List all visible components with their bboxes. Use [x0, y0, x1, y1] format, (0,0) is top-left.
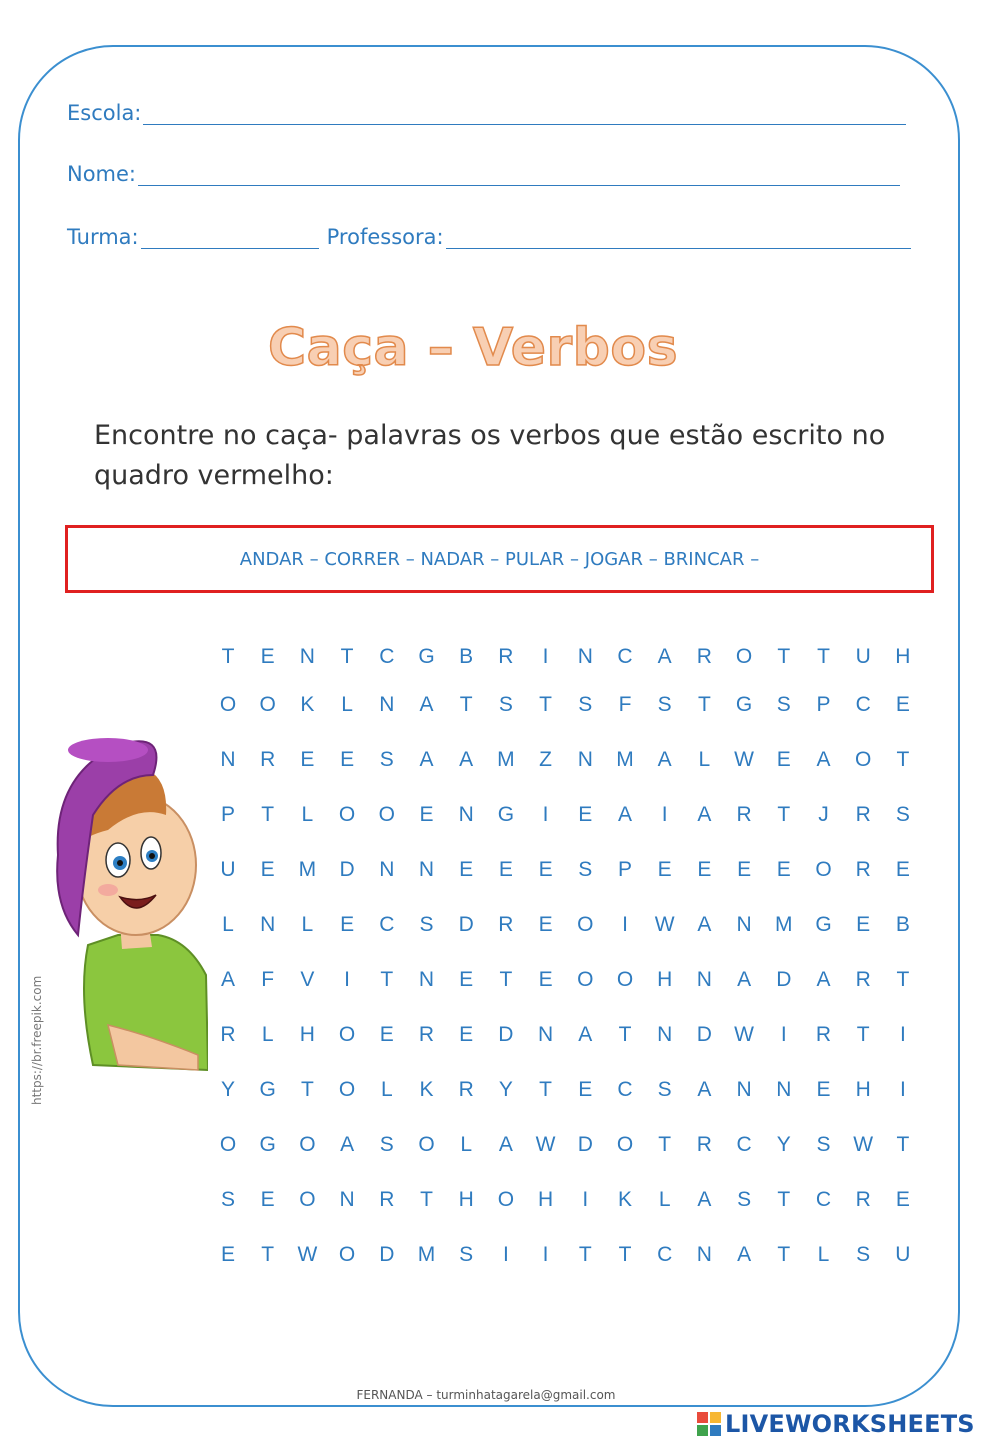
grid-letter[interactable]: O — [735, 645, 753, 668]
grid-letter[interactable]: N — [736, 913, 752, 936]
grid-letter[interactable]: A — [498, 1133, 513, 1156]
grid-letter[interactable]: O — [855, 748, 872, 771]
grid-letter[interactable]: C — [617, 1078, 633, 1101]
grid-letter[interactable]: J — [818, 803, 829, 826]
grid-letter[interactable]: N — [696, 968, 712, 991]
grid-letter[interactable]: E — [856, 913, 871, 936]
grid-letter[interactable]: C — [657, 1243, 673, 1266]
grid-letter[interactable]: D — [577, 1133, 593, 1156]
grid-letter[interactable]: O — [418, 1133, 435, 1156]
grid-letter[interactable]: A — [697, 1188, 712, 1211]
grid-letter[interactable]: W — [853, 1133, 874, 1156]
grid-letter[interactable]: O — [299, 1188, 316, 1211]
grid-letter[interactable]: R — [379, 1188, 395, 1211]
grid-letter[interactable]: Y — [776, 1133, 791, 1156]
grid-letter[interactable]: R — [418, 1023, 435, 1046]
grid-letter[interactable]: I — [542, 645, 549, 668]
grid-row — [208, 645, 928, 685]
grid-letter[interactable]: E — [419, 803, 434, 826]
grid-letter[interactable]: E — [737, 858, 752, 881]
image-credit: https://br.freepik.com — [30, 975, 44, 1105]
grid-letter[interactable]: P — [220, 803, 235, 826]
grid-letter[interactable]: T — [777, 1188, 791, 1211]
grid-letter[interactable]: T — [380, 968, 394, 991]
grid-letter[interactable]: R — [855, 803, 871, 826]
brand[interactable] — [697, 1410, 975, 1438]
grid-letter[interactable]: S — [379, 1133, 394, 1156]
grid-letter[interactable]: C — [815, 1188, 832, 1211]
grid-letter[interactable]: H — [657, 968, 673, 991]
grid-letter[interactable]: O — [577, 968, 594, 991]
grid-letter[interactable]: N — [696, 1243, 712, 1266]
grid-letter[interactable]: N — [339, 1188, 355, 1211]
grid-letter[interactable]: I — [899, 1078, 906, 1101]
grid-row — [208, 1243, 928, 1283]
grid-letter[interactable]: R — [696, 645, 712, 668]
grid-letter[interactable]: H — [538, 1188, 554, 1211]
grid-letter[interactable]: D — [776, 968, 792, 991]
grid-letter[interactable]: O — [259, 693, 276, 716]
grid-letter[interactable]: E — [340, 913, 355, 936]
grid-letter[interactable]: T — [896, 968, 910, 991]
grid-letter[interactable]: T — [221, 645, 235, 668]
grid-letter[interactable]: S — [578, 693, 593, 716]
grid-letter[interactable]: H — [299, 1023, 315, 1046]
grid-letter[interactable]: O — [219, 693, 237, 716]
grid-letter[interactable]: T — [539, 1078, 552, 1101]
grid-letter[interactable]: T — [618, 1023, 632, 1046]
instruction-text: Encontre no caça- palavras os verbos que estão escrito no quadro vermelho: — [94, 420, 886, 491]
grid-letter[interactable]: E — [260, 645, 275, 668]
grid-letter[interactable]: Z — [539, 748, 552, 771]
grid-letter[interactable]: B — [459, 645, 474, 668]
grid-letter[interactable]: A — [816, 968, 831, 991]
grid-row — [208, 913, 928, 953]
grid-letter[interactable]: N — [657, 1023, 673, 1046]
grid-letter[interactable]: T — [499, 968, 513, 991]
grid-letter[interactable]: L — [341, 693, 353, 716]
grid-letter[interactable]: T — [777, 803, 791, 826]
school-blank[interactable] — [143, 104, 906, 125]
grid-letter[interactable]: G — [497, 803, 515, 826]
grid-letter[interactable]: C — [617, 645, 633, 668]
grid-letter[interactable]: K — [617, 1188, 632, 1211]
footer-email: FERNANDA – turminhatagarela@gmail.com — [356, 1388, 616, 1402]
grid-letter[interactable]: H — [458, 1188, 474, 1211]
name-blank[interactable] — [138, 165, 900, 186]
grid-letter[interactable]: L — [460, 1133, 473, 1156]
grid-letter[interactable]: A — [459, 748, 474, 771]
grid-letter[interactable]: O — [338, 1078, 356, 1101]
grid-letter[interactable]: K — [419, 1078, 434, 1101]
grid-letter[interactable]: N — [577, 645, 593, 668]
grid-letter[interactable]: O — [616, 1133, 634, 1156]
grid-letter[interactable]: O — [219, 1133, 237, 1156]
grid-letter[interactable]: I — [542, 1243, 549, 1266]
grid-letter[interactable]: T — [856, 1023, 870, 1046]
grid-letter[interactable]: S — [816, 1133, 831, 1156]
grid-letter[interactable]: O — [616, 968, 634, 991]
grid-letter[interactable]: L — [261, 1023, 274, 1046]
grid-letter[interactable]: A — [578, 1023, 593, 1046]
grid-letter[interactable]: I — [780, 1023, 787, 1046]
grid-letter[interactable]: A — [419, 748, 434, 771]
class-blank[interactable] — [141, 228, 319, 249]
grid-letter[interactable]: A — [340, 1133, 355, 1156]
grid-letter[interactable]: R — [220, 1023, 236, 1046]
grid-letter[interactable]: S — [459, 1243, 474, 1266]
grid-letter[interactable]: R — [815, 1023, 832, 1046]
grid-row — [208, 803, 928, 843]
grid-row — [208, 1023, 928, 1063]
verb-list-box — [65, 525, 934, 593]
grid-letter[interactable]: A — [737, 968, 752, 991]
grid-letter[interactable]: E — [578, 803, 593, 826]
grid-letter[interactable]: N — [299, 645, 315, 668]
grid-letter[interactable]: L — [380, 1078, 393, 1101]
grid-letter[interactable]: E — [379, 1023, 394, 1046]
grid-letter[interactable]: D — [458, 913, 474, 936]
grid-letter[interactable]: E — [697, 858, 712, 881]
grid-letter[interactable]: K — [300, 693, 315, 716]
grid-letter[interactable]: A — [220, 968, 235, 991]
grid-letter[interactable]: S — [776, 693, 791, 716]
grid-letter[interactable]: F — [618, 693, 632, 716]
grid-letter[interactable]: G — [815, 913, 832, 936]
grid-letter[interactable]: T — [459, 693, 473, 716]
grid-letter[interactable]: S — [498, 693, 513, 716]
grid-letter[interactable]: T — [618, 1243, 632, 1266]
grid-letter[interactable]: G — [735, 693, 753, 716]
grid-letter[interactable]: E — [538, 968, 553, 991]
boy-illustration — [48, 735, 208, 1075]
grid-letter[interactable]: E — [776, 748, 791, 771]
grid-letter[interactable]: T — [539, 693, 552, 716]
grid-letter[interactable]: S — [657, 693, 672, 716]
grid-letter[interactable]: E — [895, 858, 910, 881]
grid-letter[interactable]: T — [261, 803, 275, 826]
grid-letter[interactable]: R — [498, 645, 514, 668]
grid-letter[interactable]: S — [578, 858, 593, 881]
grid-letter[interactable]: R — [855, 858, 871, 881]
grid-letter[interactable]: E — [816, 1078, 831, 1101]
grid-letter[interactable]: A — [697, 803, 712, 826]
grid-letter[interactable]: E — [895, 693, 910, 716]
grid-letter[interactable]: N — [220, 748, 236, 771]
grid-letter[interactable]: M — [616, 748, 634, 771]
grid-row — [208, 968, 928, 1008]
grid-letter[interactable]: T — [896, 748, 910, 771]
grid-letter[interactable]: U — [895, 1243, 911, 1266]
grid-letter[interactable]: N — [776, 1078, 792, 1101]
grid-letter[interactable]: E — [776, 858, 791, 881]
grid-letter[interactable]: D — [379, 1243, 395, 1266]
grid-row — [208, 693, 928, 733]
grid-letter[interactable]: G — [259, 1133, 276, 1156]
grid-letter[interactable]: R — [855, 968, 871, 991]
grid-letter[interactable]: D — [696, 1023, 712, 1046]
grid-letter[interactable]: M — [298, 858, 317, 881]
grid-letter[interactable]: U — [220, 858, 236, 881]
grid-letter[interactable]: P — [617, 858, 632, 881]
grid-letter[interactable]: H — [855, 1078, 871, 1101]
grid-letter[interactable]: F — [261, 968, 275, 991]
school-label: Escola: — [67, 101, 142, 125]
grid-letter[interactable]: E — [459, 1023, 474, 1046]
grid-letter[interactable]: O — [497, 1188, 515, 1211]
grid-letter[interactable]: T — [896, 1133, 910, 1156]
grid-letter[interactable]: O — [338, 1243, 356, 1266]
grid-letter[interactable]: E — [538, 858, 553, 881]
grid-letter[interactable]: R — [736, 803, 752, 826]
grid-letter[interactable]: W — [734, 1023, 754, 1046]
grid-letter[interactable]: I — [582, 1188, 589, 1211]
page-title: Caça – Verbos — [267, 318, 679, 378]
liveworksheets-logo-icon — [697, 1412, 721, 1436]
grid-letter[interactable]: M — [417, 1243, 436, 1266]
grid-row — [208, 1078, 928, 1118]
grid-letter[interactable]: Y — [220, 1078, 235, 1101]
grid-row — [208, 1188, 928, 1228]
grid-letter[interactable]: I — [344, 968, 351, 991]
grid-letter[interactable]: N — [418, 968, 435, 991]
grid-letter[interactable]: G — [418, 645, 435, 668]
grid-letter[interactable]: A — [657, 645, 672, 668]
grid-letter[interactable]: A — [617, 803, 632, 826]
grid-letter[interactable]: W — [734, 748, 754, 771]
grid-letter[interactable]: T — [658, 1133, 672, 1156]
grid-letter[interactable]: S — [220, 1188, 235, 1211]
grid-letter[interactable]: C — [379, 913, 395, 936]
name-field — [67, 162, 900, 186]
grid-letter[interactable]: I — [661, 803, 668, 826]
grid-letter[interactable]: H — [895, 645, 911, 668]
grid-letter[interactable]: Y — [498, 1078, 513, 1101]
grid-letter[interactable]: G — [259, 1078, 276, 1101]
class-teacher-field — [67, 225, 911, 249]
grid-letter[interactable]: I — [622, 913, 628, 936]
grid-letter[interactable]: E — [459, 968, 474, 991]
grid-letter[interactable]: A — [737, 1243, 752, 1266]
verb-list: ANDAR – CORRER – NADAR – PULAR – JOGAR – BRINCAR – — [239, 548, 760, 570]
grid-letter[interactable]: A — [657, 748, 672, 771]
grid-letter[interactable]: L — [301, 913, 314, 936]
grid-letter[interactable]: E — [459, 858, 474, 881]
grid-letter[interactable]: T — [777, 645, 791, 668]
grid-row — [208, 748, 928, 788]
grid-letter[interactable]: R — [855, 1188, 871, 1211]
grid-letter[interactable]: N — [379, 858, 395, 881]
grid-letter[interactable]: I — [542, 803, 549, 826]
grid-letter[interactable]: P — [816, 693, 831, 716]
grid-letter[interactable]: D — [339, 858, 355, 881]
grid-letter[interactable]: L — [222, 913, 234, 936]
grid-letter[interactable]: C — [855, 693, 871, 716]
grid-letter[interactable]: S — [657, 1078, 672, 1101]
teacher-blank[interactable] — [446, 228, 911, 249]
class-label: Turma: — [67, 225, 139, 249]
grid-letter[interactable]: O — [338, 803, 356, 826]
grid-letter[interactable]: E — [340, 748, 355, 771]
grid-letter[interactable]: T — [340, 645, 354, 668]
grid-letter[interactable]: N — [260, 913, 276, 936]
grid-letter[interactable]: I — [502, 1243, 509, 1266]
grid-letter[interactable]: U — [855, 645, 871, 668]
grid-letter[interactable]: N — [736, 1078, 752, 1101]
grid-letter[interactable]: L — [817, 1243, 830, 1266]
grid-letter[interactable]: I — [899, 1023, 906, 1046]
grid-letter[interactable]: C — [736, 1133, 752, 1156]
grid-letter[interactable]: N — [458, 803, 474, 826]
grid-letter[interactable]: M — [775, 913, 793, 936]
teacher-label: Professora: — [326, 225, 444, 249]
grid-row — [208, 858, 928, 898]
grid-letter[interactable]: W — [297, 1243, 318, 1266]
grid-letter[interactable]: E — [578, 1078, 593, 1101]
grid-letter[interactable]: O — [378, 803, 395, 826]
grid-letter[interactable]: C — [379, 645, 395, 668]
grid-letter[interactable]: T — [300, 1078, 314, 1101]
grid-letter[interactable]: W — [535, 1133, 556, 1156]
grid-letter[interactable]: S — [737, 1188, 752, 1211]
grid-letter[interactable]: E — [260, 858, 275, 881]
grid-letter[interactable]: A — [419, 693, 434, 716]
grid-letter[interactable]: S — [895, 803, 910, 826]
grid-letter[interactable]: R — [696, 1133, 712, 1156]
grid-letter[interactable]: N — [418, 858, 435, 881]
grid-letter[interactable]: N — [379, 693, 395, 716]
grid-letter[interactable]: N — [538, 1023, 554, 1046]
grid-letter[interactable]: S — [419, 913, 434, 936]
grid-letter[interactable]: L — [698, 748, 711, 771]
grid-letter[interactable]: T — [777, 1243, 791, 1266]
name-label: Nome: — [67, 162, 137, 186]
grid-letter[interactable]: D — [498, 1023, 514, 1046]
grid-letter[interactable]: N — [577, 748, 593, 771]
grid-letter[interactable]: O — [577, 913, 594, 936]
grid-letter[interactable]: V — [300, 968, 315, 991]
grid-letter[interactable]: R — [498, 913, 514, 936]
brand-name: LIVEWORKSHEETS — [725, 1410, 975, 1438]
grid-letter[interactable]: E — [538, 913, 553, 936]
grid-letter[interactable]: E — [895, 1188, 910, 1211]
grid-letter[interactable]: L — [301, 803, 314, 826]
grid-letter[interactable]: T — [420, 1188, 433, 1211]
grid-letter[interactable]: E — [657, 858, 672, 881]
grid-letter[interactable]: E — [300, 748, 315, 771]
grid-letter[interactable]: B — [895, 913, 910, 936]
grid-row — [208, 1133, 928, 1173]
grid-letter[interactable]: W — [654, 913, 675, 936]
grid-letter[interactable]: M — [497, 748, 515, 771]
grid-letter[interactable]: O — [299, 1133, 316, 1156]
grid-letter[interactable]: A — [697, 913, 712, 936]
grid-letter[interactable]: A — [697, 1078, 712, 1101]
grid-letter[interactable]: E — [260, 1188, 275, 1211]
grid-letter[interactable]: A — [816, 748, 831, 771]
grid-letter[interactable]: L — [658, 1188, 671, 1211]
grid-letter[interactable]: R — [458, 1078, 474, 1101]
grid-letter[interactable]: T — [261, 1243, 275, 1266]
grid-letter[interactable]: R — [260, 748, 276, 771]
grid-letter[interactable]: E — [220, 1243, 235, 1266]
grid-letter[interactable]: T — [817, 645, 830, 668]
grid-letter[interactable]: O — [815, 858, 832, 881]
grid-letter[interactable]: O — [338, 1023, 356, 1046]
grid-letter[interactable]: S — [379, 748, 394, 771]
grid-letter[interactable]: T — [578, 1243, 592, 1266]
grid-letter[interactable]: T — [697, 693, 711, 716]
grid-letter[interactable]: S — [856, 1243, 871, 1266]
school-field — [67, 101, 906, 125]
grid-letter[interactable]: E — [498, 858, 513, 881]
